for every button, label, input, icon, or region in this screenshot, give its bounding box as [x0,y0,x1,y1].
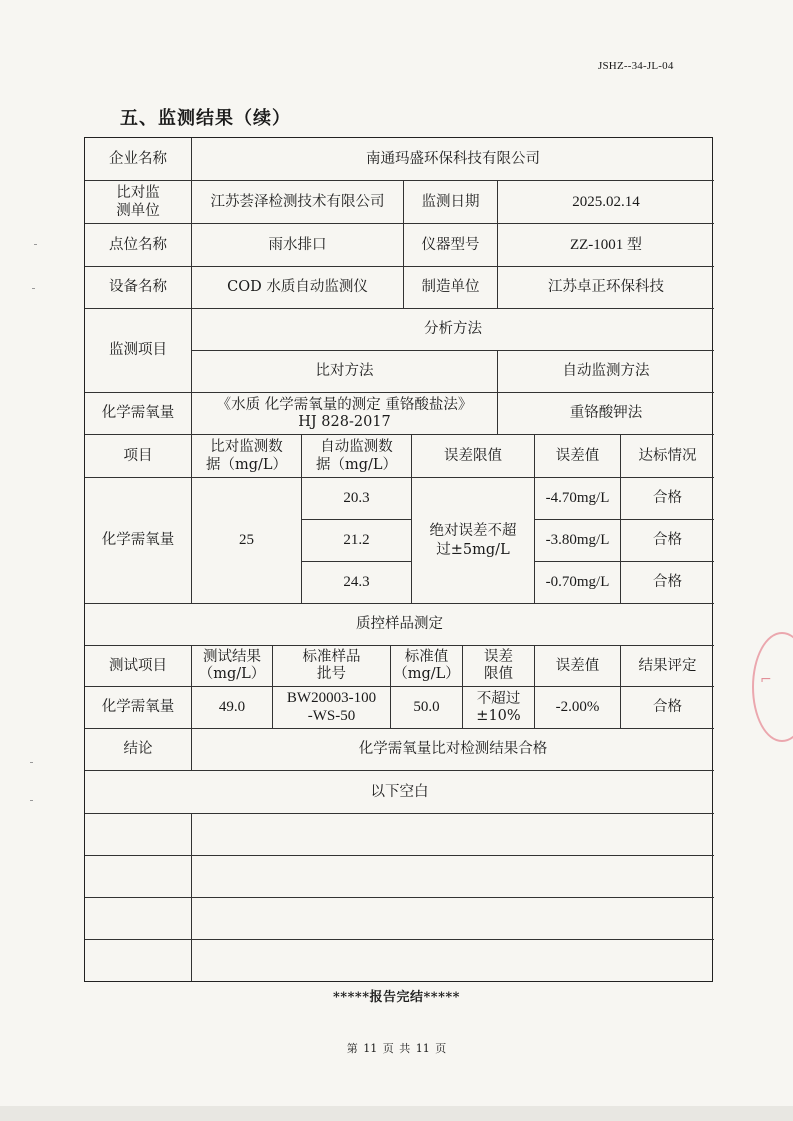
compare-header-result: 达标情况 [621,435,714,478]
compare-method-label: 比对方法 [192,351,498,393]
date-value: 2025.02.14 [498,181,714,224]
auto-method-label: 自动监测方法 [498,351,714,393]
error-value-2: -3.80mg/L [535,520,621,562]
empty-cell [85,856,192,898]
qc-header-item: 测试项目 [85,646,192,687]
stamp-mark-icon: ⌐ [760,672,772,688]
auto-value-1: 20.3 [302,478,412,520]
error-value-1: -4.70mg/L [535,478,621,520]
monitor-item-label: 监测项目 [85,309,192,393]
blank-note: 以下空白 [85,771,714,814]
qc-header-result: 测试结果 （mg/L） [192,646,273,687]
conclusion-label: 结论 [85,729,192,771]
qc-header-evaluation: 结果评定 [621,646,714,687]
qc-result: 49.0 [192,687,273,729]
qc-header-limit: 误差 限值 [463,646,535,687]
date-label: 监测日期 [404,181,498,224]
scan-speck [34,244,37,245]
qc-header-error: 误差值 [535,646,621,687]
compare-header-limit: 误差限值 [412,435,535,478]
model-label: 仪器型号 [404,224,498,267]
page-bottom-edge [0,1106,793,1121]
report-end-marker: *****报告完结***** [333,990,460,1005]
scan-speck [32,288,35,289]
empty-cell [192,856,714,898]
qc-error: -2.00% [535,687,621,729]
compare-header-compare: 比对监测数 据（mg/L） [192,435,302,478]
results-table [84,137,713,982]
analysis-method-label: 分析方法 [192,309,714,351]
scan-speck [30,800,33,801]
qc-evaluation: 合格 [621,687,714,729]
empty-cell [85,898,192,940]
empty-cell [85,814,192,856]
conclusion-value: 化学需氧量比对检测结果合格 [192,729,714,771]
result-2: 合格 [621,520,714,562]
compare-unit-label: 比对监 测单位 [85,181,192,224]
empty-cell [192,898,714,940]
error-limit: 绝对误差不超 过±5mg/L [412,478,535,604]
method-cod-label: 化学需氧量 [85,393,192,435]
auto-method-value: 重铬酸钾法 [498,393,714,435]
compare-header-auto: 自动监测数 据（mg/L） [302,435,412,478]
document-code: JSHZ--34-JL-04 [598,60,674,72]
qc-header-standard: 标准值 （mg/L） [391,646,463,687]
company-value: 南通玛盛环保科技有限公司 [192,138,714,181]
empty-cell [192,814,714,856]
qc-item: 化学需氧量 [85,687,192,729]
auto-value-3: 24.3 [302,562,412,604]
error-value-3: -0.70mg/L [535,562,621,604]
maker-value: 江苏卓正环保科技 [498,267,714,309]
maker-label: 制造单位 [404,267,498,309]
section-title: 五、监测结果（续） [120,108,291,129]
compare-unit-value: 江苏荟泽检测技术有限公司 [192,181,404,224]
qc-batch: BW20003-100 -WS-50 [273,687,391,729]
qc-standard: 50.0 [391,687,463,729]
model-value: ZZ-1001 型 [498,224,714,267]
point-label: 点位名称 [85,224,192,267]
qc-title: 质控样品测定 [85,604,714,646]
compare-header-item: 项目 [85,435,192,478]
compare-header-error: 误差值 [535,435,621,478]
device-label: 设备名称 [85,267,192,309]
compare-method-value: 《水质 化学需氧量的测定 重铬酸盐法》 HJ 828-2017 [192,393,498,435]
compare-item: 化学需氧量 [85,478,192,604]
red-seal-stamp [752,632,793,742]
page-number: 第 11 页 共 11 页 [346,1042,447,1055]
device-value: COD 水质自动监测仪 [192,267,404,309]
scan-speck [30,762,33,763]
qc-limit: 不超过 ±10% [463,687,535,729]
result-3: 合格 [621,562,714,604]
point-value: 雨水排口 [192,224,404,267]
compare-value: 25 [192,478,302,604]
auto-value-2: 21.2 [302,520,412,562]
empty-cell [192,940,714,981]
result-1: 合格 [621,478,714,520]
qc-header-batch: 标准样品 批号 [273,646,391,687]
company-label: 企业名称 [85,138,192,181]
empty-cell [85,940,192,981]
